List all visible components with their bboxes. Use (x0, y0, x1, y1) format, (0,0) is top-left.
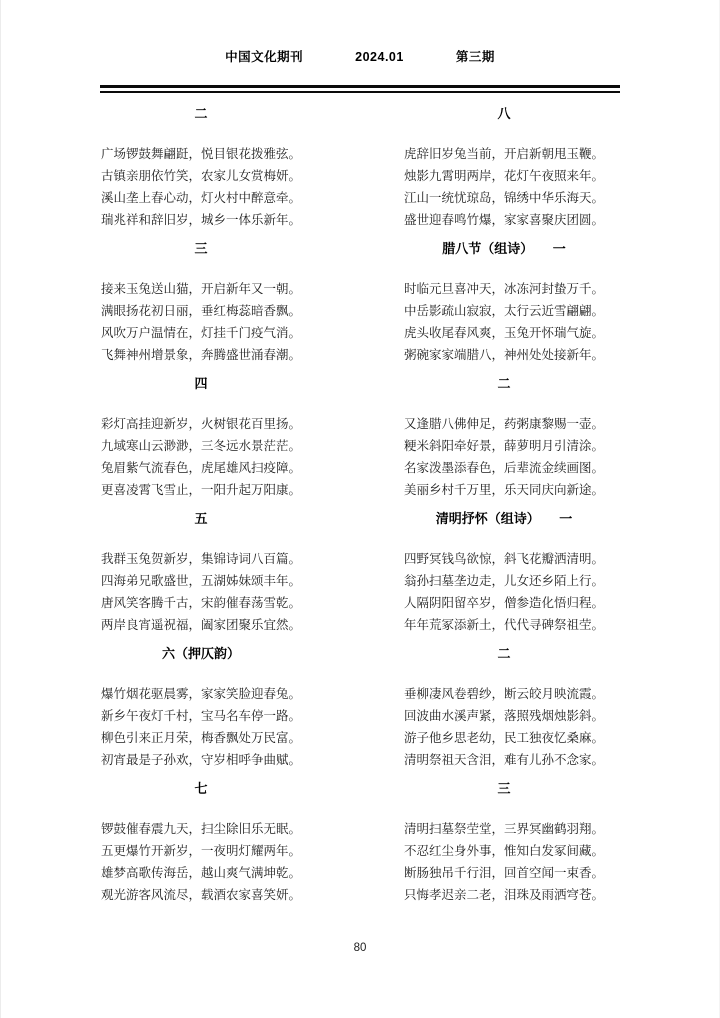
poem-section (101, 781, 301, 906)
poem-title: 腊八节（组诗） 一 (442, 241, 566, 256)
journal-title: 中国文化期刊 (225, 50, 304, 64)
poem-section (101, 241, 301, 366)
poem-line: 飞舞神州增景象，奔腾盛世涌春潮。 (101, 347, 302, 362)
poem-line: 年年荒冢添新土，代代寻碑祭祖茔。 (404, 617, 605, 632)
poem-line: 不忍红尘身外事，惟知白发冢间藏。 (404, 843, 605, 858)
page-header (1, 0, 719, 65)
poem-line: 新乡午夜灯千村，宝马名车停一路。 (101, 708, 302, 723)
poem-line: 粳米斜阳牵好景，薛萝明月引清涂。 (404, 438, 605, 453)
poem-line: 翁孙扫墓垄边走，儿女还乡陌上行。 (404, 573, 605, 588)
header-divider-rule (100, 85, 620, 93)
poem-line: 四海弟兄歌盛世，五湖姊妹颂丰年。 (101, 573, 302, 588)
poem-title: 二 (194, 106, 208, 121)
poem-line: 五更爆竹开新岁，一夜明灯耀两年。 (101, 843, 302, 858)
poem-title: 五 (194, 511, 208, 526)
poem-section (404, 511, 604, 636)
poem-title: 二 (497, 646, 511, 661)
poem-line: 盛世迎春鸣竹爆，家家喜聚庆团圆。 (404, 212, 605, 227)
poem-line: 名家泼墨添春色，后辈流金续画图。 (404, 460, 605, 475)
poem-line: 粥碗家家端腊八，神州处处接新年。 (404, 347, 605, 362)
poem-line: 人隔阴阳留卒岁，僧参造化悟归程。 (404, 595, 605, 610)
poem-line: 彩灯高挂迎新岁，火树银花百里扬。 (101, 416, 302, 431)
poem-line: 更喜凌霄飞雪止，一阳升起万阳康。 (101, 482, 302, 497)
poem-line: 接来玉兔送山猫，开启新年又一朝。 (101, 281, 302, 296)
poem-line: 垂柳凄风卷碧纱，断云皎月映流霞。 (404, 686, 605, 701)
poem-title: 六（押仄韵） (161, 646, 240, 661)
poem-line: 江山一统忧琼岛，锦绣中华乐海天。 (404, 190, 605, 205)
poem-line: 中岳影疏山寂寂，太行云近雪翩翩。 (404, 303, 605, 318)
poem-line: 溪山垄上春心动，灯火村中醉意牵。 (101, 190, 302, 205)
poem-line: 时临元旦喜冲天，冰冻河封蛰万千。 (404, 281, 605, 296)
poem-line: 断肠独吊千行泪，回首空闻一束香。 (404, 865, 605, 880)
poem-line: 九域寒山云渺渺，三冬远水景茫茫。 (101, 438, 302, 453)
poem-line: 清明祭祖天含泪，难有儿孙不念家。 (404, 752, 605, 767)
poem-line: 又逢腊八佛伸足，药粥康黎赐一壶。 (404, 416, 605, 431)
poem-title: 四 (194, 376, 208, 391)
right-column (404, 106, 604, 916)
poem-line: 雄梦高歌传海岳，越山爽气满坤乾。 (101, 865, 302, 880)
poem-line: 美丽乡村千万里，乐天同庆向新途。 (404, 482, 605, 497)
poem-line: 观光游客风流尽，载酒农家喜笑妍。 (101, 887, 302, 902)
poem-title: 七 (194, 781, 208, 796)
poem-section (404, 106, 604, 231)
poem-title: 三 (194, 241, 208, 256)
poem-line: 两岸良宵遥祝福，阖家团聚乐宜然。 (101, 617, 302, 632)
poem-line: 广场锣鼓舞翩跹，悦目银花拨雅弦。 (101, 146, 302, 161)
poem-line: 游子他乡思老幼，民工独夜忆桑麻。 (404, 730, 605, 745)
poem-section (101, 106, 301, 231)
poem-line: 烛影九霄明两岸，花灯午夜照来年。 (404, 168, 605, 183)
page-footer (1, 942, 719, 954)
poem-title: 八 (497, 106, 511, 121)
poem-columns (1, 93, 719, 916)
poem-line: 我群玉兔贺新岁，集锦诗词八百篇。 (101, 551, 302, 566)
issue-date: 2024.01 (355, 50, 404, 64)
poem-line: 虎辞旧岁兔当前，开启新朝甩玉鞭。 (404, 146, 605, 161)
poem-line: 虎头收尾春风爽，玉兔开怀瑞气旋。 (404, 325, 605, 340)
poem-section (101, 511, 301, 636)
poem-line: 只悔孝迟亲二老，泪珠及雨洒穹苍。 (404, 887, 605, 902)
poem-line: 瑞兆祥和辞旧岁，城乡一体乐新年。 (101, 212, 302, 227)
poem-section (404, 376, 604, 501)
poem-line: 柳色引来正月荣，梅香飘处万民富。 (101, 730, 302, 745)
poem-title: 清明抒怀（组诗） 一 (435, 511, 573, 526)
poem-line: 清明扫墓祭茔堂，三界冥幽鹤羽翔。 (404, 821, 605, 836)
poem-line: 古镇亲朋依竹笑，农家儿女赏梅妍。 (101, 168, 302, 183)
poem-title: 二 (497, 376, 511, 391)
page-number: 80 (353, 942, 367, 954)
poem-section (404, 241, 604, 366)
poem-line: 风吹万户温情在，灯挂千门疫气消。 (101, 325, 302, 340)
poem-line: 四野冥钱鸟欲惊，斜飞花瓣洒清明。 (404, 551, 605, 566)
poem-line: 爆竹烟花驱晨雾，家家笑脸迎春兔。 (101, 686, 302, 701)
poem-section (101, 646, 301, 771)
poem-section (404, 646, 604, 771)
poem-line: 唐风笑客腾千古，宋韵催春荡雪乾。 (101, 595, 302, 610)
poem-section (404, 781, 604, 906)
poem-line: 兔眉紫气流春色，虎尾雄风扫疫障。 (101, 460, 302, 475)
issue-number: 第三期 (455, 50, 495, 64)
poem-line: 回波曲水溪声紧，落照残烟烛影斜。 (404, 708, 605, 723)
poem-section (101, 376, 301, 501)
left-column (101, 106, 301, 916)
poem-line: 锣鼓催春震九天，扫尘除旧乐无眠。 (101, 821, 302, 836)
poem-title: 三 (497, 781, 511, 796)
poem-line: 满眼扬花初日丽，垂红梅蕊暗香飘。 (101, 303, 302, 318)
poem-line: 初宵最是子孙欢，守岁相呼争曲赋。 (101, 752, 302, 767)
